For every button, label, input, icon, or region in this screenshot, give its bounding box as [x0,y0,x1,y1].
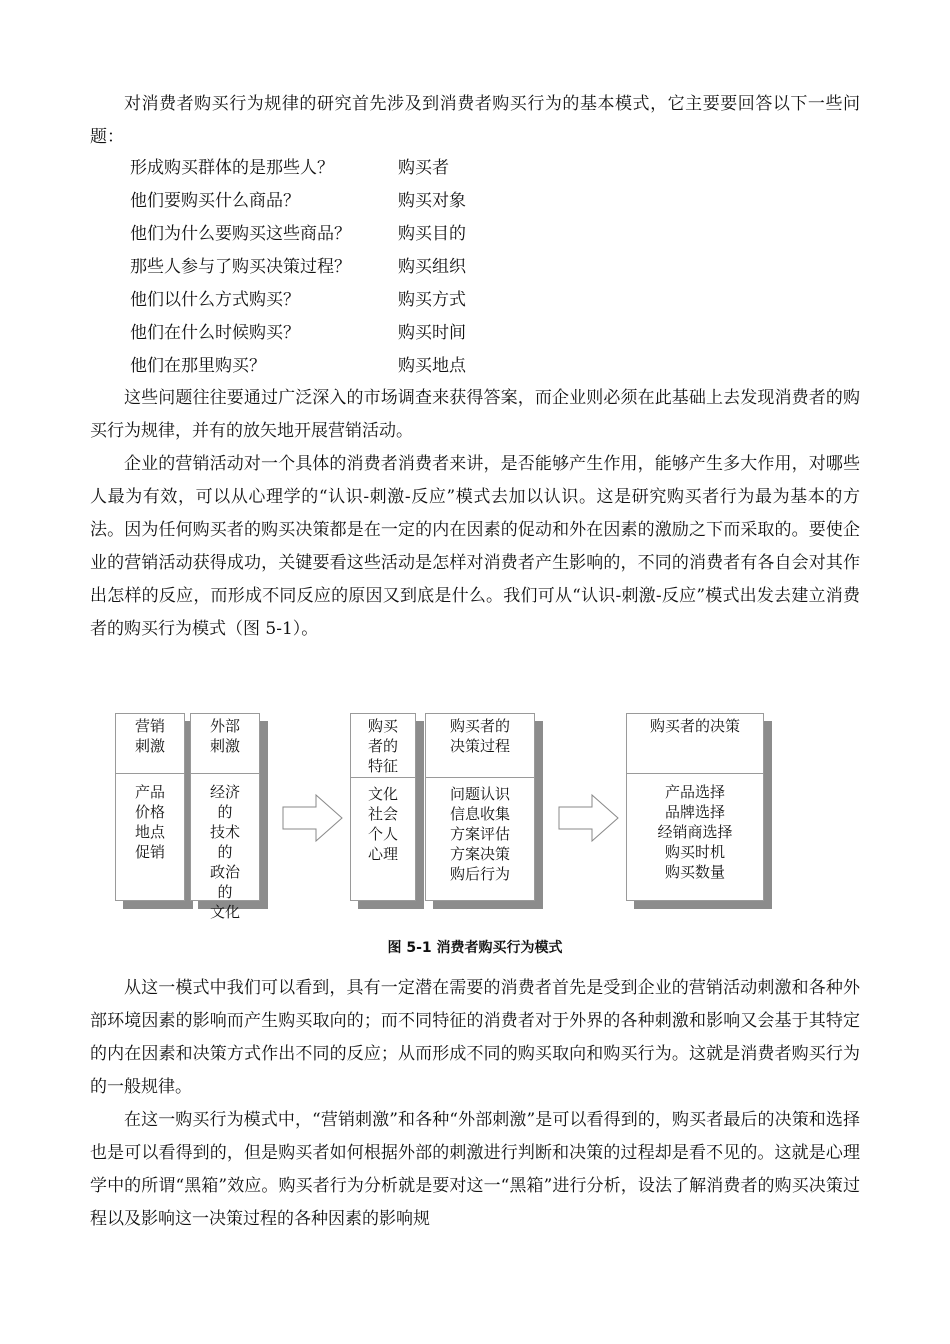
marketing-stimulus-heading: 营销 刺激 [134,717,165,755]
right-arrow-icon [558,793,620,843]
answer-text: 购买时间 [398,323,466,343]
buyer-traits-items: 文化 社会 个人 心理 [367,785,398,863]
list-item [130,185,550,218]
marketing-stimulus-items: 产品 价格 地点 促销 [134,783,165,861]
decision-process-heading: 购买者的 决策过程 [449,717,510,755]
divider [426,777,534,778]
external-stimulus-heading: 外部 刺激 [209,717,240,755]
decision-process-box [425,713,535,901]
divider [116,773,184,774]
question-text: 他们要购买什么商品？ [130,191,300,211]
question-text: 那些人参与了购买决策过程？ [130,257,351,277]
decision-process-items: 问题认识 信息收集 方案评估 方案决策 购后行为 [449,785,510,883]
right-arrow-icon [282,793,344,843]
answer-text: 购买目的 [398,224,466,244]
paragraph-model-explanation: 从这一模式中我们可以看到，具有一定潜在需要的消费者首先是受到企业的营销活动刺激和各种外部环境因素的影响而产生购买取向的；而不同特征的消费者对于外界的各种刺激和影响又会基于其特定的内在因素和决策方式作出不同的反应；从而形成不同的购买取向和购买行为。这就是消费者购买行为的一般规律。 [90,978,860,1097]
buyer-decision-items: 产品选择 品牌选择 经销商选择 购买时机 购买数量 [657,783,733,881]
external-stimulus-items: 经济 的 技术 的 政治 的 文化 [209,783,240,921]
list-item [130,284,550,317]
buyer-traits-heading: 购买 者的 特征 [367,717,398,775]
list-item [130,218,550,251]
paragraph-survey: 这些问题往往要通过广泛深入的市场调查来获得答案，而企业则必须在此基础上去发现消费者的购买行为规律，并有的放矢地开展营销活动。 [90,388,860,441]
divider [191,773,259,774]
buyer-decision-heading: 购买者的决策 [649,717,740,735]
answer-text: 购买方式 [398,290,466,310]
buyer-traits-box [350,713,416,901]
intro-paragraph: 对消费者购买行为规律的研究首先涉及到消费者购买行为的基本模式，它主要要回答以下一些问题： [90,94,860,147]
figure-caption: 图 5-1 消费者购买行为模式 [387,940,563,956]
question-text: 他们在那里购买？ [130,356,266,376]
external-stimulus-box [190,713,260,921]
list-item [130,317,550,350]
list-item [130,152,550,185]
answer-text: 购买地点 [398,356,466,376]
answer-text: 购买对象 [398,191,466,211]
question-text: 形成购买群体的是那些人？ [130,158,334,178]
answer-text: 购买组织 [398,257,466,277]
divider [627,773,763,774]
paragraph-black-box: 在这一购买行为模式中，“营销刺激”和各种“外部刺激”是可以看得到的，购买者最后的决策和选择也是可以看得到的，但是购买者如何根据外部的刺激进行判断和决策的过程却是看不见的。这就是心理学中的所谓“黑箱”效应。购买者行为分析就是要对这一“黑箱”进行分析，设法了解消费者的购买决策过程以及影响这一决策过程的各种因素的影响规 [90,1110,860,1229]
buyer-decision-box [626,713,764,901]
divider [351,777,415,778]
paragraph-model-intro: 企业的营销活动对一个具体的消费者消费者来讲，是否能够产生作用，能够产生多大作用，对哪些人最为有效，可以从心理学的“认识-刺激-反应”模式去加以认识。这是研究购买者行为最为基本的方法。因为任何购买者的购买决策都是在一定的内在因素的促动和外在因素的激励之下而采取的。要使企业的营销活动获得成功，关键要看这些活动是怎样对消费者产生影响的，不同的消费者有各自会对其作出怎样的反应，而形成不同反应的原因又到底是什么。我们可从“认识-刺激-反应”模式出发去建立消费者的购买行为模式（图 5-1）。 [90,454,860,639]
marketing-stimulus-box [115,713,185,901]
list-item [130,350,550,383]
question-text: 他们在什么时候购买？ [130,323,300,343]
list-item [130,251,550,284]
answer-text: 购买者 [398,158,449,178]
question-text: 他们为什么要购买这些商品？ [130,224,351,244]
question-text: 他们以什么方式购买？ [130,290,300,310]
